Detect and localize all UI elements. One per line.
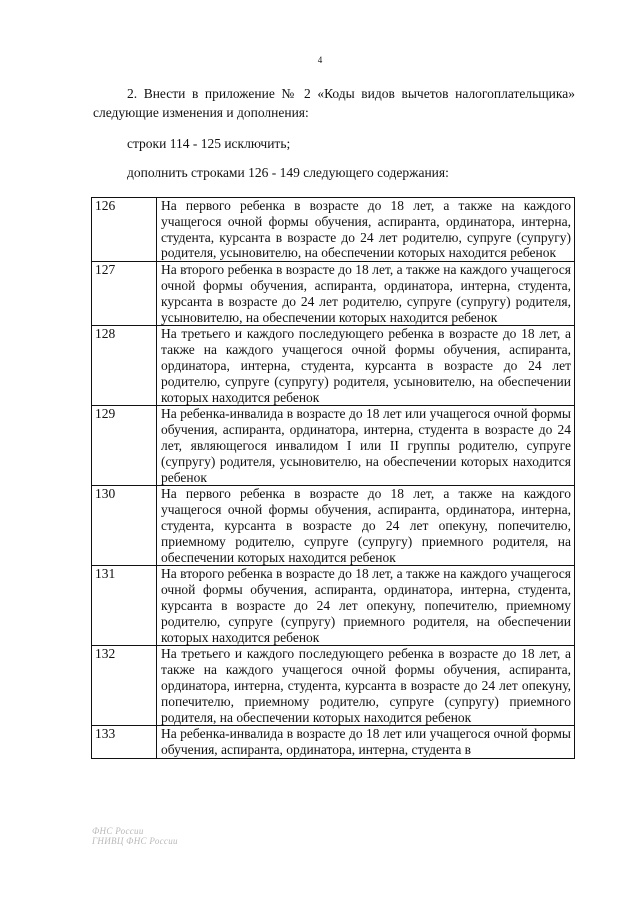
table-row <box>92 326 575 406</box>
table-row <box>92 198 575 262</box>
add-lines-paragraph: дополнить строками 126 - 149 следующего содержания: <box>127 165 449 180</box>
table-row <box>92 726 575 759</box>
deduction-code-cell: 133 <box>92 726 157 759</box>
deduction-codes-table <box>91 197 575 759</box>
table-row <box>92 406 575 486</box>
deduction-code-cell: 131 <box>92 566 157 646</box>
deduction-description-cell: На третьего и каждого последующего ребенка в возрасте до 18 лет, а также на каждого учащегося очной формы обучения, аспиранта, ординатора, интерна, студента, курсанта в возрасте до 24 лет родителю, супруге (супругу) родителя, усыновителю, на обеспечении которых находится ребенок <box>157 326 575 406</box>
table-row <box>92 566 575 646</box>
table-row <box>92 646 575 726</box>
deduction-code-cell: 132 <box>92 646 157 726</box>
deduction-code-cell: 126 <box>92 198 157 262</box>
registration-stamp-line: ФНС России <box>92 826 144 836</box>
amendment-paragraph: 2. Внести в приложение № 2 «Коды видов вычетов налогоплательщика» следующие изменения и дополнения: <box>93 86 575 120</box>
deduction-description-cell: На второго ребенка в возрасте до 18 лет, а также на каждого учащегося очной формы обучения, аспиранта, ординатора, интерна, студента, курсанта в возрасте до 24 лет родителю, супруге (супругу) родителя, усыновителю, на обеспечении которых находится ребенок <box>157 262 575 326</box>
table-row <box>92 262 575 326</box>
deduction-description-cell: На ребенка-инвалида в возрасте до 18 лет или учащегося очной формы обучения, аспиранта, ординатора, интерна, студента в возрасте до 24 лет, являющегося инвалидом I или II группы родителю, супруге (супругу) родителя, усыновителю, на обеспечении которых находится ребенок <box>157 406 575 486</box>
deduction-description-cell: На третьего и каждого последующего ребенка в возрасте до 18 лет, а также на каждого учащегося очной формы обучения, аспиранта, ординатора, интерна, студента, курсанта в возрасте до 24 лет опекуну, попечителю, приемному родителю, супруге (супругу) приемного родителя, на обеспечении которых находится ребенок <box>157 646 575 726</box>
page-number: 4 <box>317 55 323 65</box>
remove-lines-paragraph: строки 114 - 125 исключить; <box>127 136 291 151</box>
registration-stamp-line: ГНИВЦ ФНС России <box>92 836 178 846</box>
deduction-description-cell: На ребенка-инвалида в возрасте до 18 лет или учащегося очной формы обучения, аспиранта, ординатора, интерна, студента в <box>157 726 575 759</box>
deduction-description-cell: На первого ребенка в возрасте до 18 лет, а также на каждого учащегося очной формы обучения, аспиранта, ординатора, интерна, студента, курсанта в возрасте до 24 лет родителю, супруге (супругу) родителя, усыновителю, на обеспечении которых находится ребенок <box>157 198 575 262</box>
deduction-code-cell: 127 <box>92 262 157 326</box>
deduction-code-cell: 129 <box>92 406 157 486</box>
deduction-codes-body <box>92 198 575 759</box>
table-row <box>92 486 575 566</box>
deduction-code-cell: 128 <box>92 326 157 406</box>
deduction-description-cell: На первого ребенка в возрасте до 18 лет, а также на каждого учащегося очной формы обучения, аспиранта, ординатора, интерна, студента, курсанта в возрасте до 24 лет опекуну, попечителю, приемному родителю, супруге (супругу) приемного родителя, на обеспечении которых находится ребенок <box>157 486 575 566</box>
deduction-code-cell: 130 <box>92 486 157 566</box>
deduction-description-cell: На второго ребенка в возрасте до 18 лет, а также на каждого учащегося очной формы обучения, аспиранта, ординатора, интерна, студента, курсанта в возрасте до 24 лет опекуну, попечителю, приемному родителю, супруге (супругу) приемного родителя, на обеспечении которых находится ребенок <box>157 566 575 646</box>
